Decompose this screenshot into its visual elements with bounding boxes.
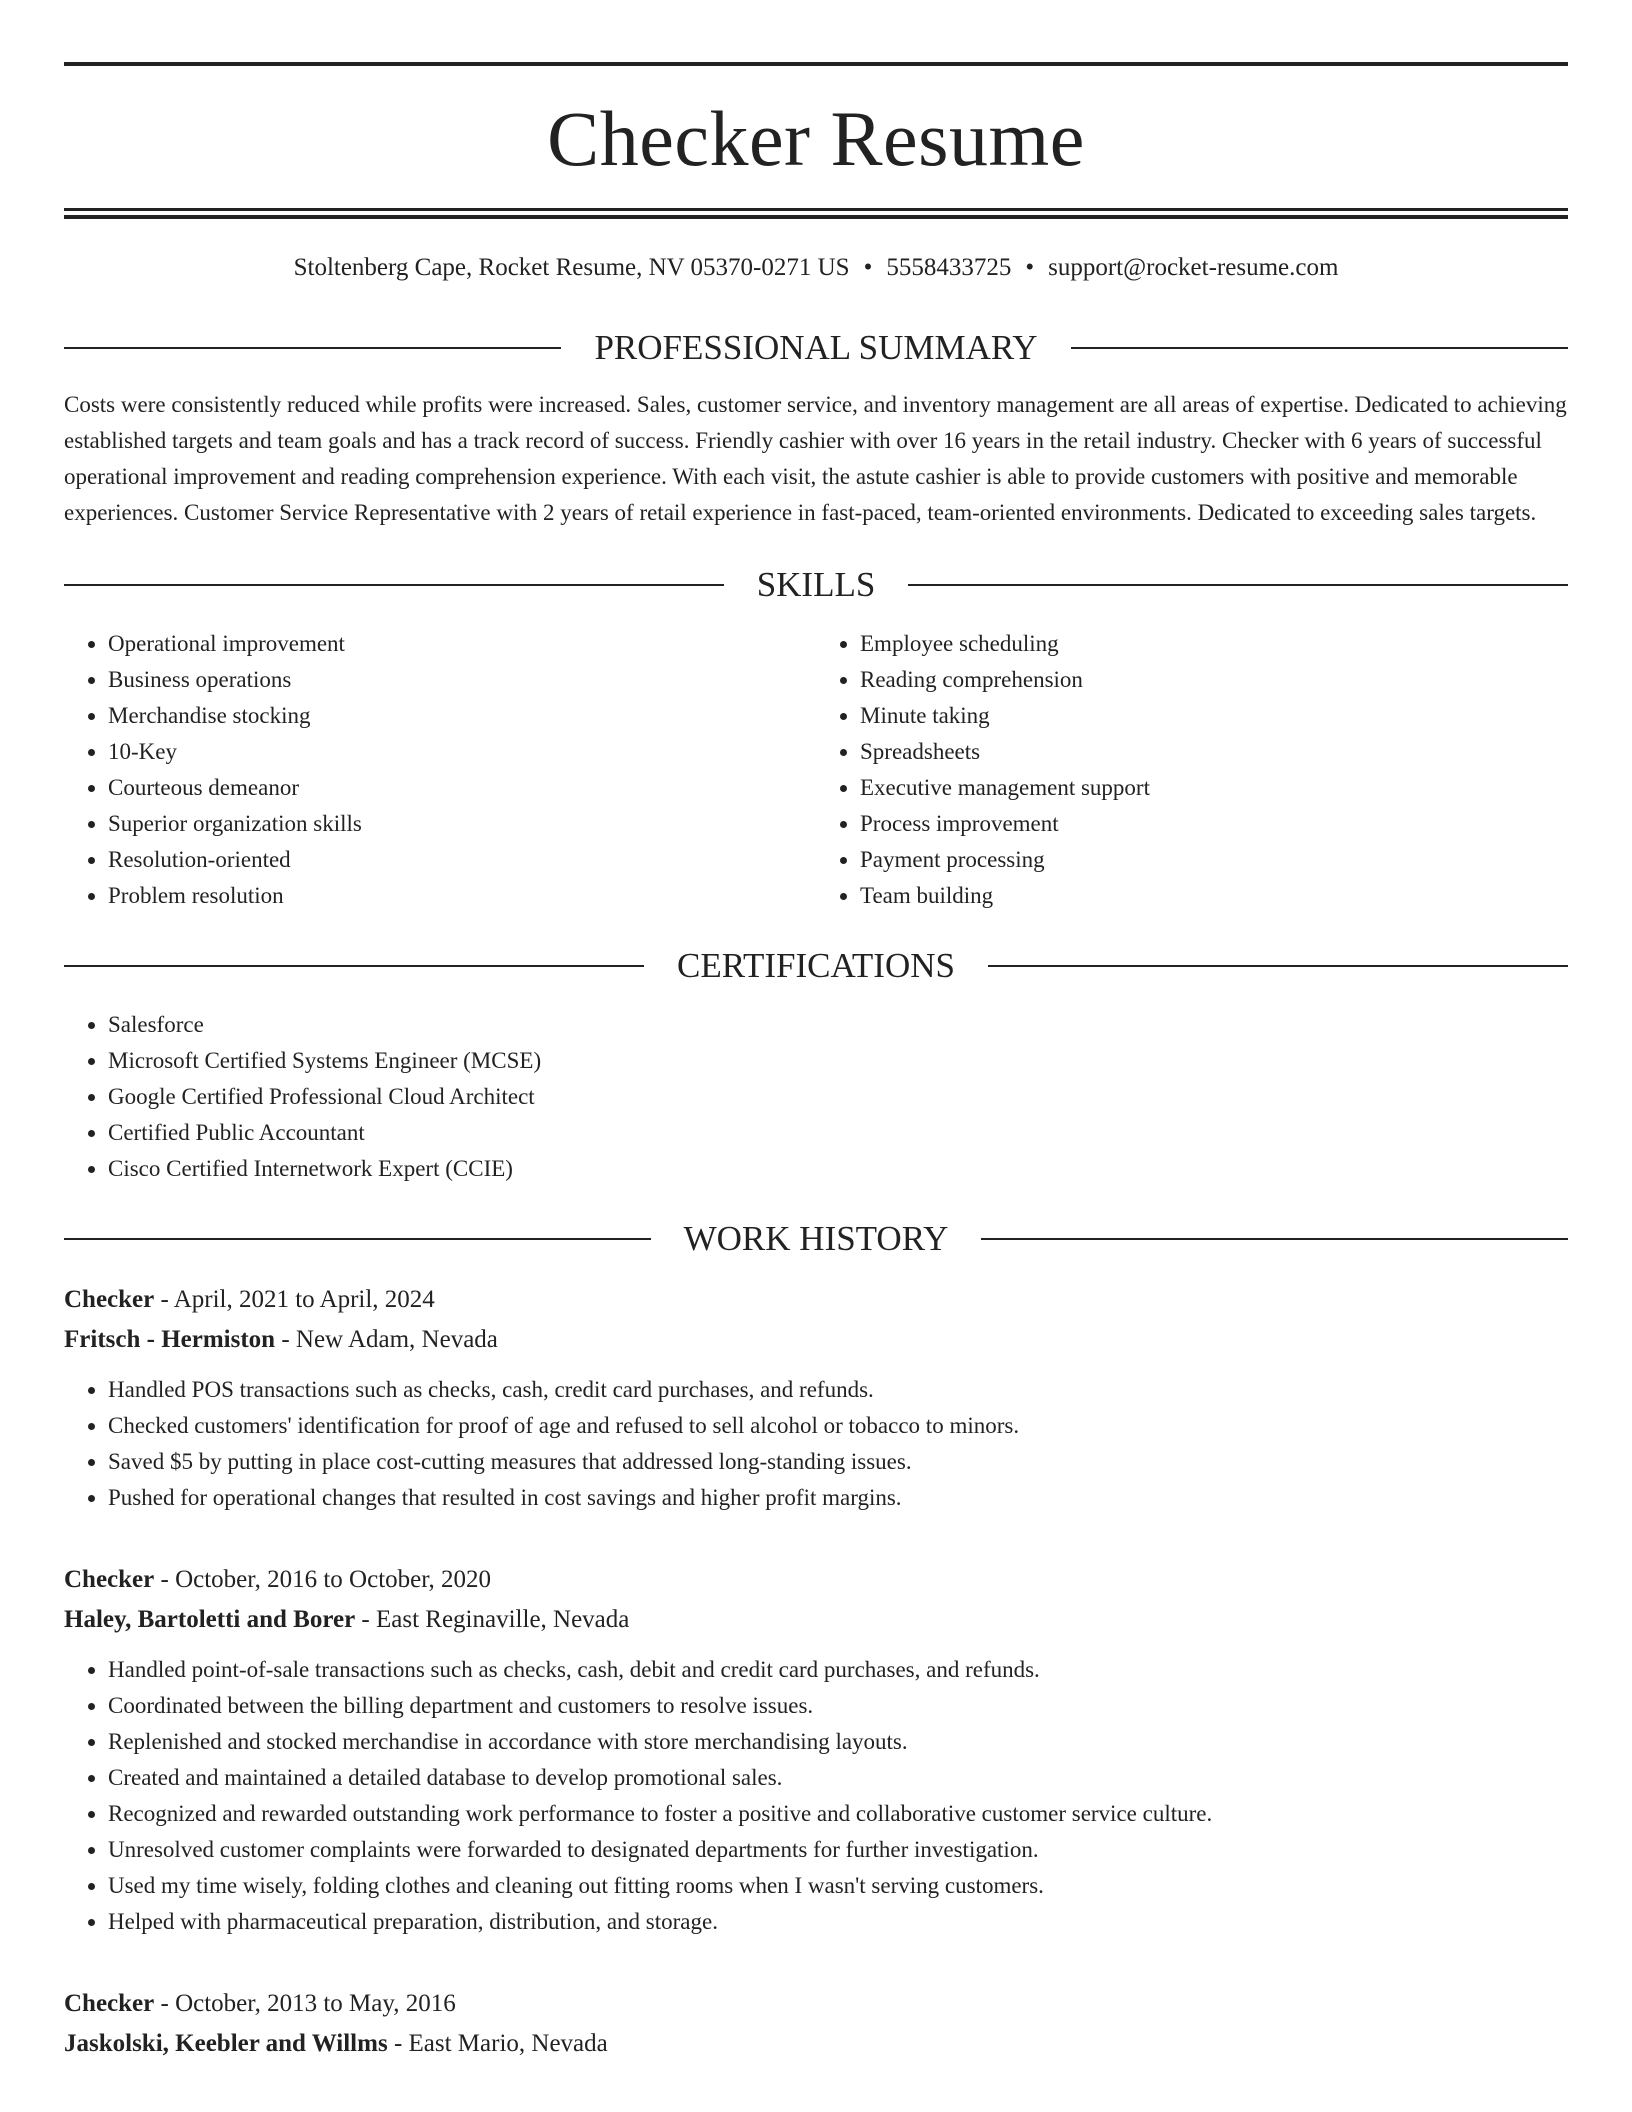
job-company: Haley, Bartoletti and Borer bbox=[64, 1606, 356, 1633]
skill-item: • 10-Key bbox=[108, 734, 816, 770]
work-history-heading bbox=[64, 1221, 1568, 1256]
skill-item: • Process improvement bbox=[860, 806, 1568, 842]
heading-rule-left bbox=[64, 584, 724, 586]
skill-item: • Executive management support bbox=[860, 770, 1568, 806]
resume-page bbox=[64, 62, 1568, 2064]
skill-item: • Business operations bbox=[108, 662, 816, 698]
job-title: Checker bbox=[64, 1990, 155, 2017]
job-entry bbox=[64, 1984, 1568, 2064]
top-rule bbox=[64, 62, 1568, 66]
contact-email: support@rocket-resume.com bbox=[1048, 254, 1339, 281]
skills-heading-label: SKILLS bbox=[756, 565, 876, 604]
heading-rule-right bbox=[908, 584, 1568, 586]
job-bullet: • Pushed for operational changes that resulted in cost savings and higher profit margins. bbox=[108, 1480, 1568, 1516]
job-entry bbox=[64, 1280, 1568, 1516]
skill-item: • Resolution-oriented bbox=[108, 842, 816, 878]
job-company-line bbox=[64, 1600, 1568, 1640]
job-bullet: • Checked customers' identification for proof of age and refused to sell alcohol or tobacco to minors. bbox=[108, 1408, 1568, 1444]
job-company: Jaskolski, Keebler and Willms bbox=[64, 2030, 388, 2057]
certification-item: • Microsoft Certified Systems Engineer (MCSE) bbox=[108, 1043, 1568, 1079]
title-double-rule bbox=[64, 208, 1568, 219]
summary-heading-label: PROFESSIONAL SUMMARY bbox=[594, 328, 1038, 367]
job-bullet: • Unresolved customer complaints were forwarded to designated departments for further investigation. bbox=[108, 1832, 1568, 1868]
job-location: - East Reginaville, Nevada bbox=[355, 1606, 630, 1633]
heading-rule-left bbox=[64, 965, 644, 967]
job-bullet: • Handled point-of-sale transactions such as checks, cash, debit and credit card purchases, and refunds. bbox=[108, 1652, 1568, 1688]
certification-item: • Cisco Certified Internetwork Expert (CCIE) bbox=[108, 1151, 1568, 1187]
job-company: Fritsch - Hermiston bbox=[64, 1326, 276, 1353]
job-bullet: • Saved $5 by putting in place cost-cutting measures that addressed long-standing issues. bbox=[108, 1444, 1568, 1480]
job-bullet: • Used my time wisely, folding clothes and cleaning out fitting rooms when I wasn't serving customers. bbox=[108, 1868, 1568, 1904]
certification-item: • Google Certified Professional Cloud Architect bbox=[108, 1079, 1568, 1115]
job-title-line bbox=[64, 1560, 1568, 1600]
certifications-heading bbox=[64, 948, 1568, 983]
skill-item: • Employee scheduling bbox=[860, 626, 1568, 662]
job-company-line bbox=[64, 2024, 1568, 2064]
contact-line bbox=[64, 255, 1568, 280]
job-title-line bbox=[64, 1280, 1568, 1320]
certification-item: • Certified Public Accountant bbox=[108, 1115, 1568, 1151]
job-entry bbox=[64, 1560, 1568, 1940]
job-dates: - October, 2013 to May, 2016 bbox=[154, 1990, 456, 2017]
job-location: - East Mario, Nevada bbox=[387, 2030, 608, 2057]
skills-columns bbox=[64, 626, 1568, 914]
skills-list-right bbox=[816, 626, 1568, 914]
job-bullets bbox=[64, 1652, 1568, 1940]
skills-list-left bbox=[64, 626, 816, 914]
skill-item: • Superior organization skills bbox=[108, 806, 816, 842]
skill-item: • Payment processing bbox=[860, 842, 1568, 878]
job-title: Checker bbox=[64, 1566, 155, 1593]
skill-item: • Problem resolution bbox=[108, 878, 816, 914]
contact-separator: • bbox=[1025, 254, 1035, 281]
heading-rule-right bbox=[1071, 347, 1568, 349]
work-history-heading-label: WORK HISTORY bbox=[683, 1219, 949, 1258]
job-title: Checker bbox=[64, 1286, 155, 1313]
certifications-list bbox=[64, 1007, 1568, 1187]
job-title-line bbox=[64, 1984, 1568, 2024]
contact-phone: 5558433725 bbox=[886, 254, 1012, 281]
job-bullet: • Handled POS transactions such as checks, cash, credit card purchases, and refunds. bbox=[108, 1372, 1568, 1408]
certifications-heading-label: CERTIFICATIONS bbox=[677, 946, 955, 985]
skill-item: • Operational improvement bbox=[108, 626, 816, 662]
contact-separator: • bbox=[863, 254, 873, 281]
job-dates: - October, 2016 to October, 2020 bbox=[154, 1566, 492, 1593]
job-bullet: • Coordinated between the billing department and customers to resolve issues. bbox=[108, 1688, 1568, 1724]
heading-rule-left bbox=[64, 1238, 651, 1240]
job-bullet: • Recognized and rewarded outstanding work performance to foster a positive and collaborative customer service culture. bbox=[108, 1796, 1568, 1832]
skill-item: • Reading comprehension bbox=[860, 662, 1568, 698]
skill-item: • Team building bbox=[860, 878, 1568, 914]
job-bullets bbox=[64, 1372, 1568, 1516]
skill-item: • Minute taking bbox=[860, 698, 1568, 734]
job-bullet: • Created and maintained a detailed database to develop promotional sales. bbox=[108, 1760, 1568, 1796]
skill-item: • Merchandise stocking bbox=[108, 698, 816, 734]
certification-item: • Salesforce bbox=[108, 1007, 1568, 1043]
job-dates: - April, 2021 to April, 2024 bbox=[154, 1286, 435, 1313]
heading-rule-right bbox=[988, 965, 1568, 967]
skill-item: • Courteous demeanor bbox=[108, 770, 816, 806]
summary-heading bbox=[64, 330, 1568, 365]
contact-address: Stoltenberg Cape, Rocket Resume, NV 05370-0271 US bbox=[293, 254, 850, 281]
job-bullet: • Replenished and stocked merchandise in accordance with store merchandising layouts. bbox=[108, 1724, 1568, 1760]
heading-rule-right bbox=[981, 1238, 1568, 1240]
job-bullet: • Helped with pharmaceutical preparation, distribution, and storage. bbox=[108, 1904, 1568, 1940]
job-company-line bbox=[64, 1320, 1568, 1360]
skill-item: • Spreadsheets bbox=[860, 734, 1568, 770]
skills-heading bbox=[64, 567, 1568, 602]
job-location: - New Adam, Nevada bbox=[275, 1326, 498, 1353]
summary-text: Costs were consistently reduced while profits were increased. Sales, customer service, and inventory management are all areas of expertise. Dedicated to achieving established targets and team goals and has a track record of success. Friendly cashier with over 16 years in the retail industry. Checker with 6 years of successful operational improvement and reading comprehension experience. With each visit, the astute cashier is able to provide customers with positive and memorable experiences. Customer Service Representative with 2 years of retail experience in fast-paced, team-oriented environments. Dedicated to exceeding sales targets. bbox=[64, 392, 1567, 525]
resume-title: Checker Resume bbox=[547, 95, 1085, 182]
heading-rule-left bbox=[64, 347, 561, 349]
